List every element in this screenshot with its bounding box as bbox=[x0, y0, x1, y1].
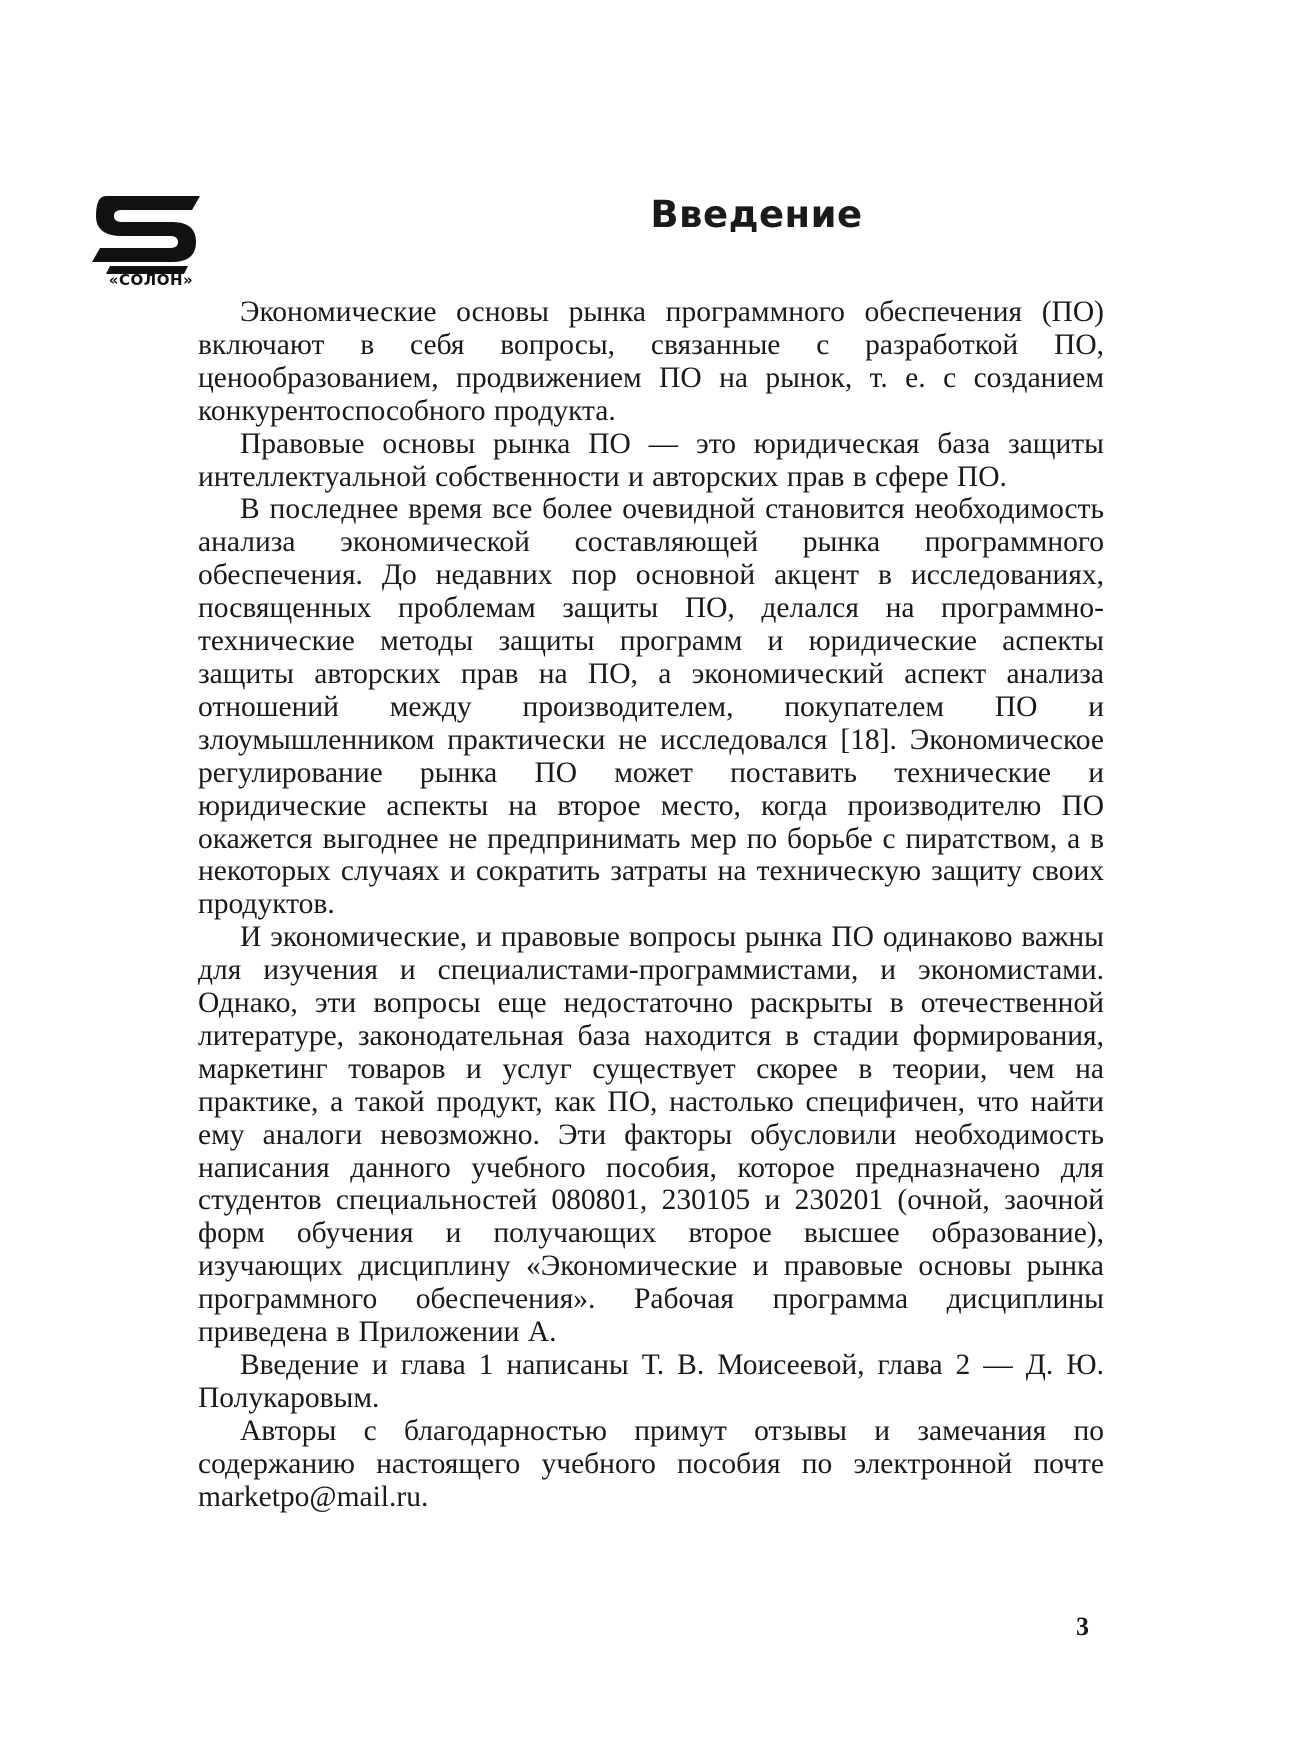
paragraph: Введение и глава 1 написаны Т. В. Моисеевой, глава 2 — Д. Ю. Полукаровым. bbox=[198, 1349, 1104, 1414]
paragraph: Правовые основы рынка ПО — это юридическая база защиты интеллектуальной собственности и авторских прав в сфере ПО. bbox=[198, 427, 1104, 493]
paragraph: В последнее время все более очевидной становится необходимость анализа экономической составляющей рынка программного обеспечения. До недавних пор основной акцент в исследованиях, посвященных проблемам защиты ПО, делался на программно-технические методы защиты программ и юридические аспекты защиты авторских прав на ПО, а экономический аспект анализа отношений между производителем, покупателем ПО и злоумышленником практически не исследовался [18]. Экономическое регулирование рынка ПО может поставить технические и юридические аспекты на второе место, когда производителю ПО окажется выгоднее не предпринимать мер по борьбе с пиратством, а в некоторых случаях и сократить затраты на техническую защиту своих продуктов. bbox=[198, 493, 1104, 921]
body-text bbox=[198, 296, 1104, 1514]
paragraph: Авторы с благодарностью примут отзывы и замечания по содержанию настоящего учебного пособия по электронной почте marketpo@mail.ru. bbox=[198, 1414, 1104, 1513]
page-number: 3 bbox=[1076, 1612, 1089, 1641]
paragraph: Экономические основы рынка программного обеспечения (ПО) включают в себя вопросы, связанные с разработкой ПО, ценообразованием, продвижением ПО на рынок, т. е. с созданием конкурентоспособного продукта. bbox=[198, 296, 1104, 427]
paragraph: И экономические, и правовые вопросы рынка ПО одинаково важны для изучения и специалистами-программистами, и экономистами. Однако, эти вопросы еще недостаточно раскрыты в отечественной литературе, законодательная база находится в стадии формирования, маркетинг товаров и услуг существует скорее в теории, чем на практике, а такой продукт, как ПО, настолько специфичен, что найти ему аналоги невозможно. Эти факторы обусловили необходимость написания данного учебного пособия, которое предназначено для студентов специальностей 080801, 230105 и 230201 (очной, заочной форм обучения и получающих второе высшее образование), изучающих дисциплину «Экономические и правовые основы рынка программного обеспечения». Рабочая программа дисциплины приведена в Приложении А. bbox=[198, 921, 1104, 1349]
logo-caption: «СОЛОН» bbox=[108, 271, 194, 289]
page-title: Введение bbox=[650, 193, 863, 236]
